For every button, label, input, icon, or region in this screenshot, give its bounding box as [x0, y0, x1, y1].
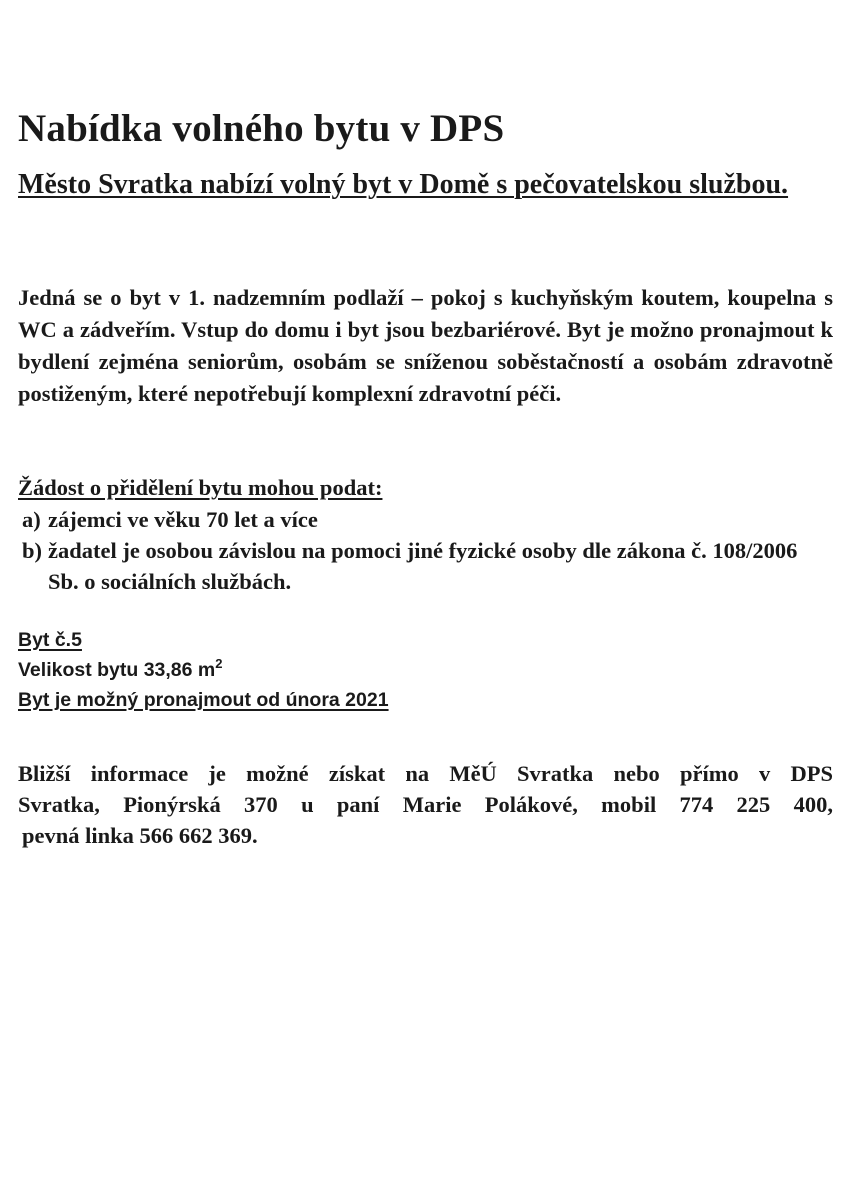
- flat-size-line: [18, 655, 389, 685]
- list-item-text: žadatel je osobou závislou na pomoci jiné fyzické osoby dle zákona č. 108/2006 Sb. o sociálních službách.: [48, 538, 798, 594]
- eligibility-list: [22, 504, 833, 597]
- list-item: [22, 504, 833, 535]
- offer-subtitle: Město Svratka nabízí volný byt v Domě s pečovatelskou službou.: [18, 169, 789, 200]
- request-heading: Žádost o přidělení bytu mohou podat:: [18, 475, 383, 500]
- flat-number-line: [18, 625, 389, 655]
- page-title: Nabídka volného bytu v DPS: [18, 107, 505, 150]
- list-item: [22, 535, 833, 597]
- flat-availability: Byt je možný pronajmout od února 2021: [18, 689, 389, 711]
- flat-size-exponent: 2: [215, 656, 223, 671]
- flat-number: Byt č.5: [18, 629, 82, 651]
- flat-size: Velikost bytu 33,86 m: [18, 659, 216, 681]
- contact-line: Bližší informace je možné získat na MěÚ Svratka nebo přímo v DPS: [18, 761, 833, 786]
- list-marker: a): [22, 507, 41, 532]
- flat-availability-line: [18, 685, 389, 715]
- contact-info: [18, 758, 833, 851]
- contact-line: Svratka, Pionýrská 370 u paní Marie Polákové, mobil 774 225 400,: [18, 792, 833, 817]
- flat-info: [18, 625, 389, 715]
- contact-line: pevná linka 566 662 369.: [22, 823, 258, 848]
- flat-description: Jedná se o byt v 1. nadzemním podlaží – pokoj s kuchyňským koutem, koupelna s WC a zádveřím. Vstup do domu i byt jsou bezbariérové. Byt je možno pronajmout k bydlení zejména seniorům, osobám se sníženou soběstačností a osobám zdravotně postiženým, které nepotřebují komplexní zdravotní péči.: [18, 285, 833, 406]
- list-item-text: zájemci ve věku 70 let a více: [48, 507, 318, 532]
- list-marker: b): [22, 538, 43, 563]
